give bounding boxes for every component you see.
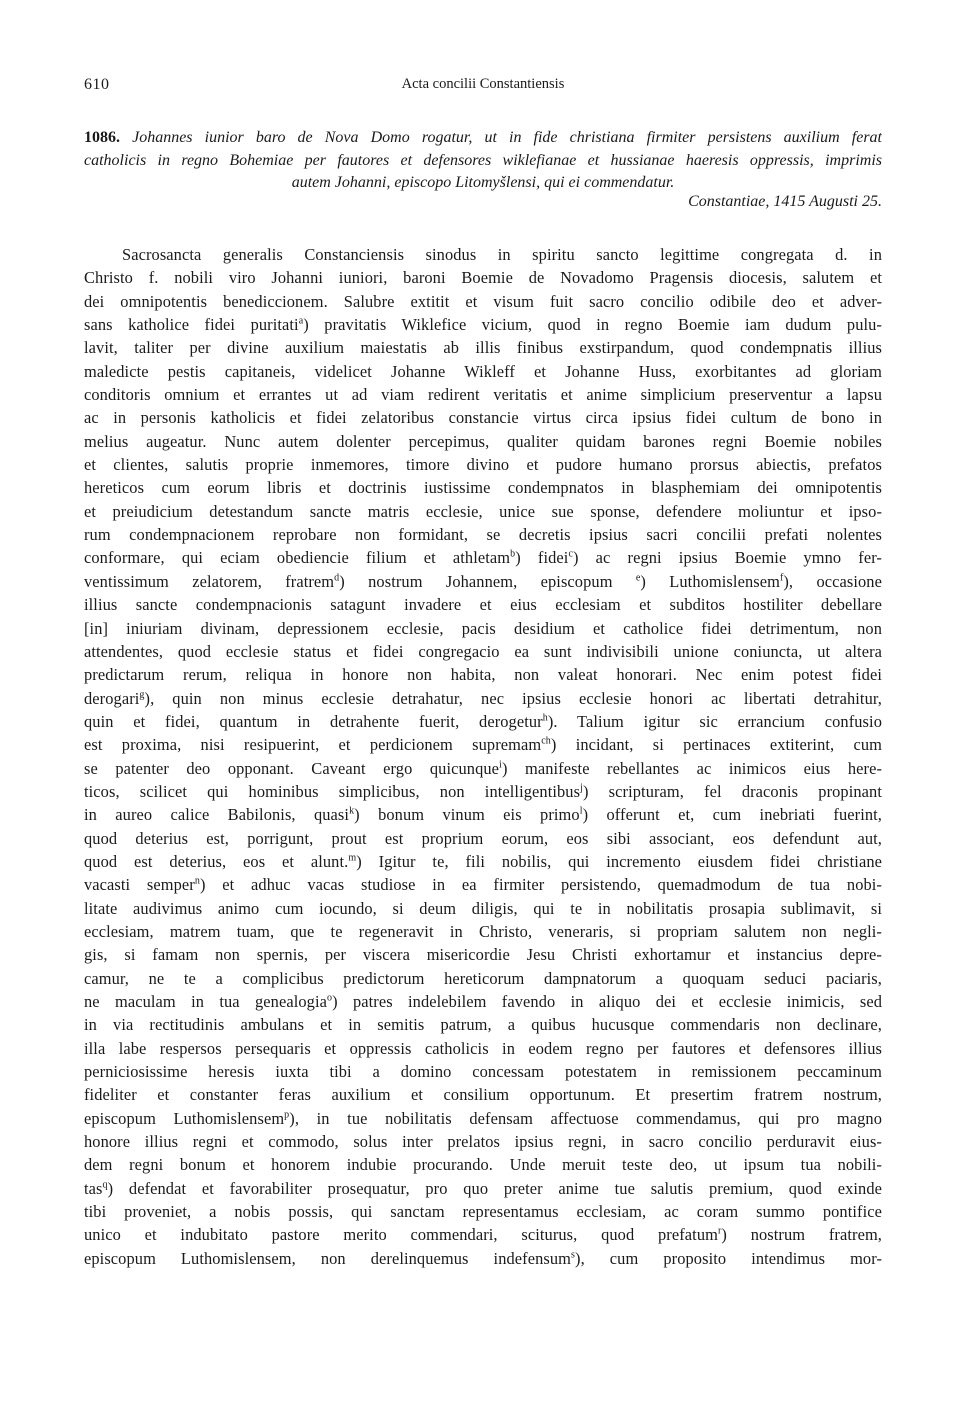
footnote-marker: h [542, 712, 548, 724]
footnote-marker: d [334, 572, 340, 584]
body-line: et clientes, salutis proprie inmemores, timore divino et pudore humano prorsus abiectis, prefatos [84, 455, 882, 475]
footnote-marker: s [571, 1249, 576, 1261]
body-line: perniciosissime heresis iuxta tibi a domino concessam potestatem in remissionem peccaminum [84, 1062, 882, 1082]
dateline: Constantiae, 1415 Augusti 25. [688, 193, 882, 210]
footnote-marker: g [139, 689, 145, 701]
body-line: vacasti semper$^n$) et adhuc vacas studiose in ea firmiter persistendo, quemadmodum de tua nobi- [84, 875, 882, 895]
footnote-marker: j [580, 782, 583, 794]
body-line: camur, ne te a complicibus predictorum hereticorum dampnatorum a quoquam seduci paciaris, [84, 968, 882, 988]
body-line: episcopum Luthomislensem, non derelinquemus indefensum$^s$), cum proposito intendimus mor- [84, 1248, 882, 1268]
regest-line [84, 127, 882, 150]
body-line: unico et indubitato pastore merito commendari, sciturus, quod prefatum$^r$) nostrum fratrem, [84, 1225, 882, 1245]
body-line: Christo f. nobili viro Johanni iuniori, baroni Boemie de Novadomo Pragensis diocesis, salutem et [84, 268, 882, 288]
body-line: ne maculam in tua genealogia$^o$) patres indelebilem favendo in aliquo dei et ecclesie inimicis, sed [84, 992, 882, 1011]
body-line: [in] iniuriam divinam, depressionem ecclesie, pacis desidium et catholice fidei detrimentum, non [84, 618, 882, 638]
footnote-marker: m [348, 852, 357, 864]
body-line: predictarum rerum, reliqua in honore non habita, non valeat honorari. Nec enim potest fidei [84, 665, 882, 685]
regest [84, 127, 882, 195]
body-line: litate audivimus animo cum iocundo, si deum diligis, qui te in nobilitatis prosapia sublimavit, si [84, 898, 882, 918]
body-line: sans katholice fidei puritati$^a$) pravitatis Wiklefice vicium, quod in regno Boemie iam dudum pulu- [84, 315, 882, 335]
footnote-marker: n [194, 875, 200, 887]
body-line: Sacrosancta generalis Constanciensis sinodus in spiritu sancto legittime congregata d. in [122, 245, 882, 264]
body-line: quin et fidei, quantum in detrahente fuerit, derogetur$^h$). Talium igitur sic errancium confusio [84, 711, 882, 731]
running-title: Acta concilii Constantiensis [401, 76, 565, 92]
footnote-marker: b [510, 549, 516, 560]
regest-line-text: Johannes iunior baro de Nova Domo rogatur, ut in fide christiana firmiter persistens auxilium ferat [120, 129, 882, 146]
body-line: ventissimum zelatorem, fratrem$^d$) nostrum Johannem, episcopum $^e$) Luthomislensem$^f$), occasione [84, 571, 882, 591]
footnote-marker: o [326, 992, 333, 1004]
body-line: dem regni bonum et honorem indubie procurando. Unde meruit teste deo, ut ipsum tua nobili- [84, 1155, 882, 1175]
footnote-marker: e [635, 572, 641, 584]
body-line: hereticos cum eorum libris et doctrinis iustissime condempnatos in blasphemiam dei omnipotentis [84, 478, 882, 498]
body-line: se patenter deo opponant. Caveant ergo quicunque$^i$) manifeste rebellantes ac inimicos eius here- [84, 758, 882, 778]
document-number: 1086. [84, 129, 120, 146]
body-line: illius sancte condempnacionis satagunt invadere et eius ecclesiam et subditos hostiliter debellare [84, 595, 882, 615]
body-line: fideliter et constanter feras auxilium et consilium opportunum. Et presertim fratrem nostrum, [84, 1085, 882, 1105]
footnote-marker: ch [541, 735, 551, 747]
body-line: lavit, taliter per divine auxilium maiestatis ab illis finibus exstirpandum, quod condempnatis illius [84, 338, 882, 358]
body-line: ac in personis katholicis et fidei zelatoribus constancie virtus circa ipsius fidei cultum de bono in [84, 408, 882, 428]
body-line: derogari$^g$), quin non minus ecclesie detrahatur, nec ipsius ecclesie honori ac libertati detrahitur, [84, 688, 882, 708]
body-line: et preiudicium detestandum sancte matris ecclesie, unice sue sponse, defendere moliuntur et ipso- [84, 501, 882, 521]
regest-line: autem Johanni, episcopo Litomyšlensi, qui ei commendatur. [291, 174, 675, 191]
footnote-marker: k [349, 805, 355, 817]
body-line: attendentes, quod ecclesie status et fidei congregacio ea sunt indivisibili unione coniuncta, ut altera [84, 641, 882, 661]
body-line: rum condempnacionem reprobare non formidant, se decretis ipsius sacri concilii prefati nolentes [84, 525, 882, 545]
body-text [84, 243, 882, 1270]
body-line: conditoris omnium et errantes ut ad viam redirent veritatis et anime simplicium preserventur a lapsu [84, 385, 882, 405]
body-line: gis, si famam non spernis, per viscera misericordie Jesu Christi exhortamur et instancius depre- [84, 945, 882, 965]
body-line: est proxima, nisi resipuerint, et perdicionem supremam$^{ch}$) incidant, si pertinaces extiterint, cum [84, 735, 882, 755]
footnote-marker: p [284, 1109, 290, 1121]
body-line: maledicte pestis capitaneis, videlicet Johanne Wikleff et Johanne Huss, exorbitantes ad gloriam [84, 361, 882, 381]
body-line: episcopum Luthomislensem$^p$), in tue nobilitatis defensam affectuose commendamus, qui pro magno [84, 1108, 882, 1128]
body-line: honore illius regni et commodo, solus inter prelatos ipsius regni, in sacro concilio perduravit eius- [84, 1132, 882, 1152]
footnote-marker: i [499, 759, 502, 771]
footnote-marker: q [102, 1179, 108, 1191]
footnote-marker: a [298, 315, 304, 327]
body-line: melius augeatur. Nunc autem dolenter percepimus, qualiter quidam barones regni Boemie nobiles [84, 431, 882, 451]
footnote-marker: r [717, 1225, 722, 1237]
body-line: quod est deterius, eos et alunt.$^m$) Igitur te, fili nobilis, qui incremento eiusdem fidei christiane [84, 851, 882, 871]
body-line: conformare, qui eciam obediencie filium et athletam$^b$) fidei$^c$) ac regni ipsius Boemie ymno fer- [84, 548, 882, 568]
body-line: in via rectitudinis ambulans et in semitis patrum, a quibus hucusque commendaris non declinare, [84, 1015, 882, 1035]
footnote-marker: l [579, 805, 583, 817]
running-head [84, 76, 882, 98]
page-number: 610 [84, 76, 110, 93]
regest-line: catholicis in regno Bohemiae per fautores et defensores wiklefianae et hussianae haeresis oppressis, imprimis [84, 151, 882, 169]
body-line: quod deterius est, porrigunt, prout est proprium eorum, eos sibi associant, eos defendunt aut, [84, 828, 882, 848]
body-line: ticos, scilicet qui hominibus simplicibus, non intelligentibus$^j$) scripturam, fel draconis propinant [84, 781, 882, 801]
body-line: tibi proveniet, a nobis possis, qui sanctam representamus ecclesiam, ac coram summo pontifice [84, 1202, 882, 1222]
body-line: tas$^q$) defendat et favorabiliter prosequatur, pro quo preter anime tue salutis premium, quod exinde [84, 1178, 882, 1198]
footnote-marker: c [568, 549, 573, 560]
footnote-marker: f [779, 572, 784, 584]
body-line: ecclesiam, matrem tuam, que te regeneravit in Christo, veneraris, si propriam salutem non negli- [84, 921, 882, 941]
body-line: dei omnipotentis benediccionem. Salubre extitit et visum fuit sacro concilio odibile deo et adver- [84, 291, 882, 311]
body-line: in aureo calice Babilonis, quasi$^k$) bonum vinum eis primo$^l$) offerunt et, cum inebriati fuerint, [84, 805, 882, 825]
body-line: illa labe respersos persequaris et oppressis catholicis in eodem regno per fautores et defensores illius [84, 1038, 882, 1058]
